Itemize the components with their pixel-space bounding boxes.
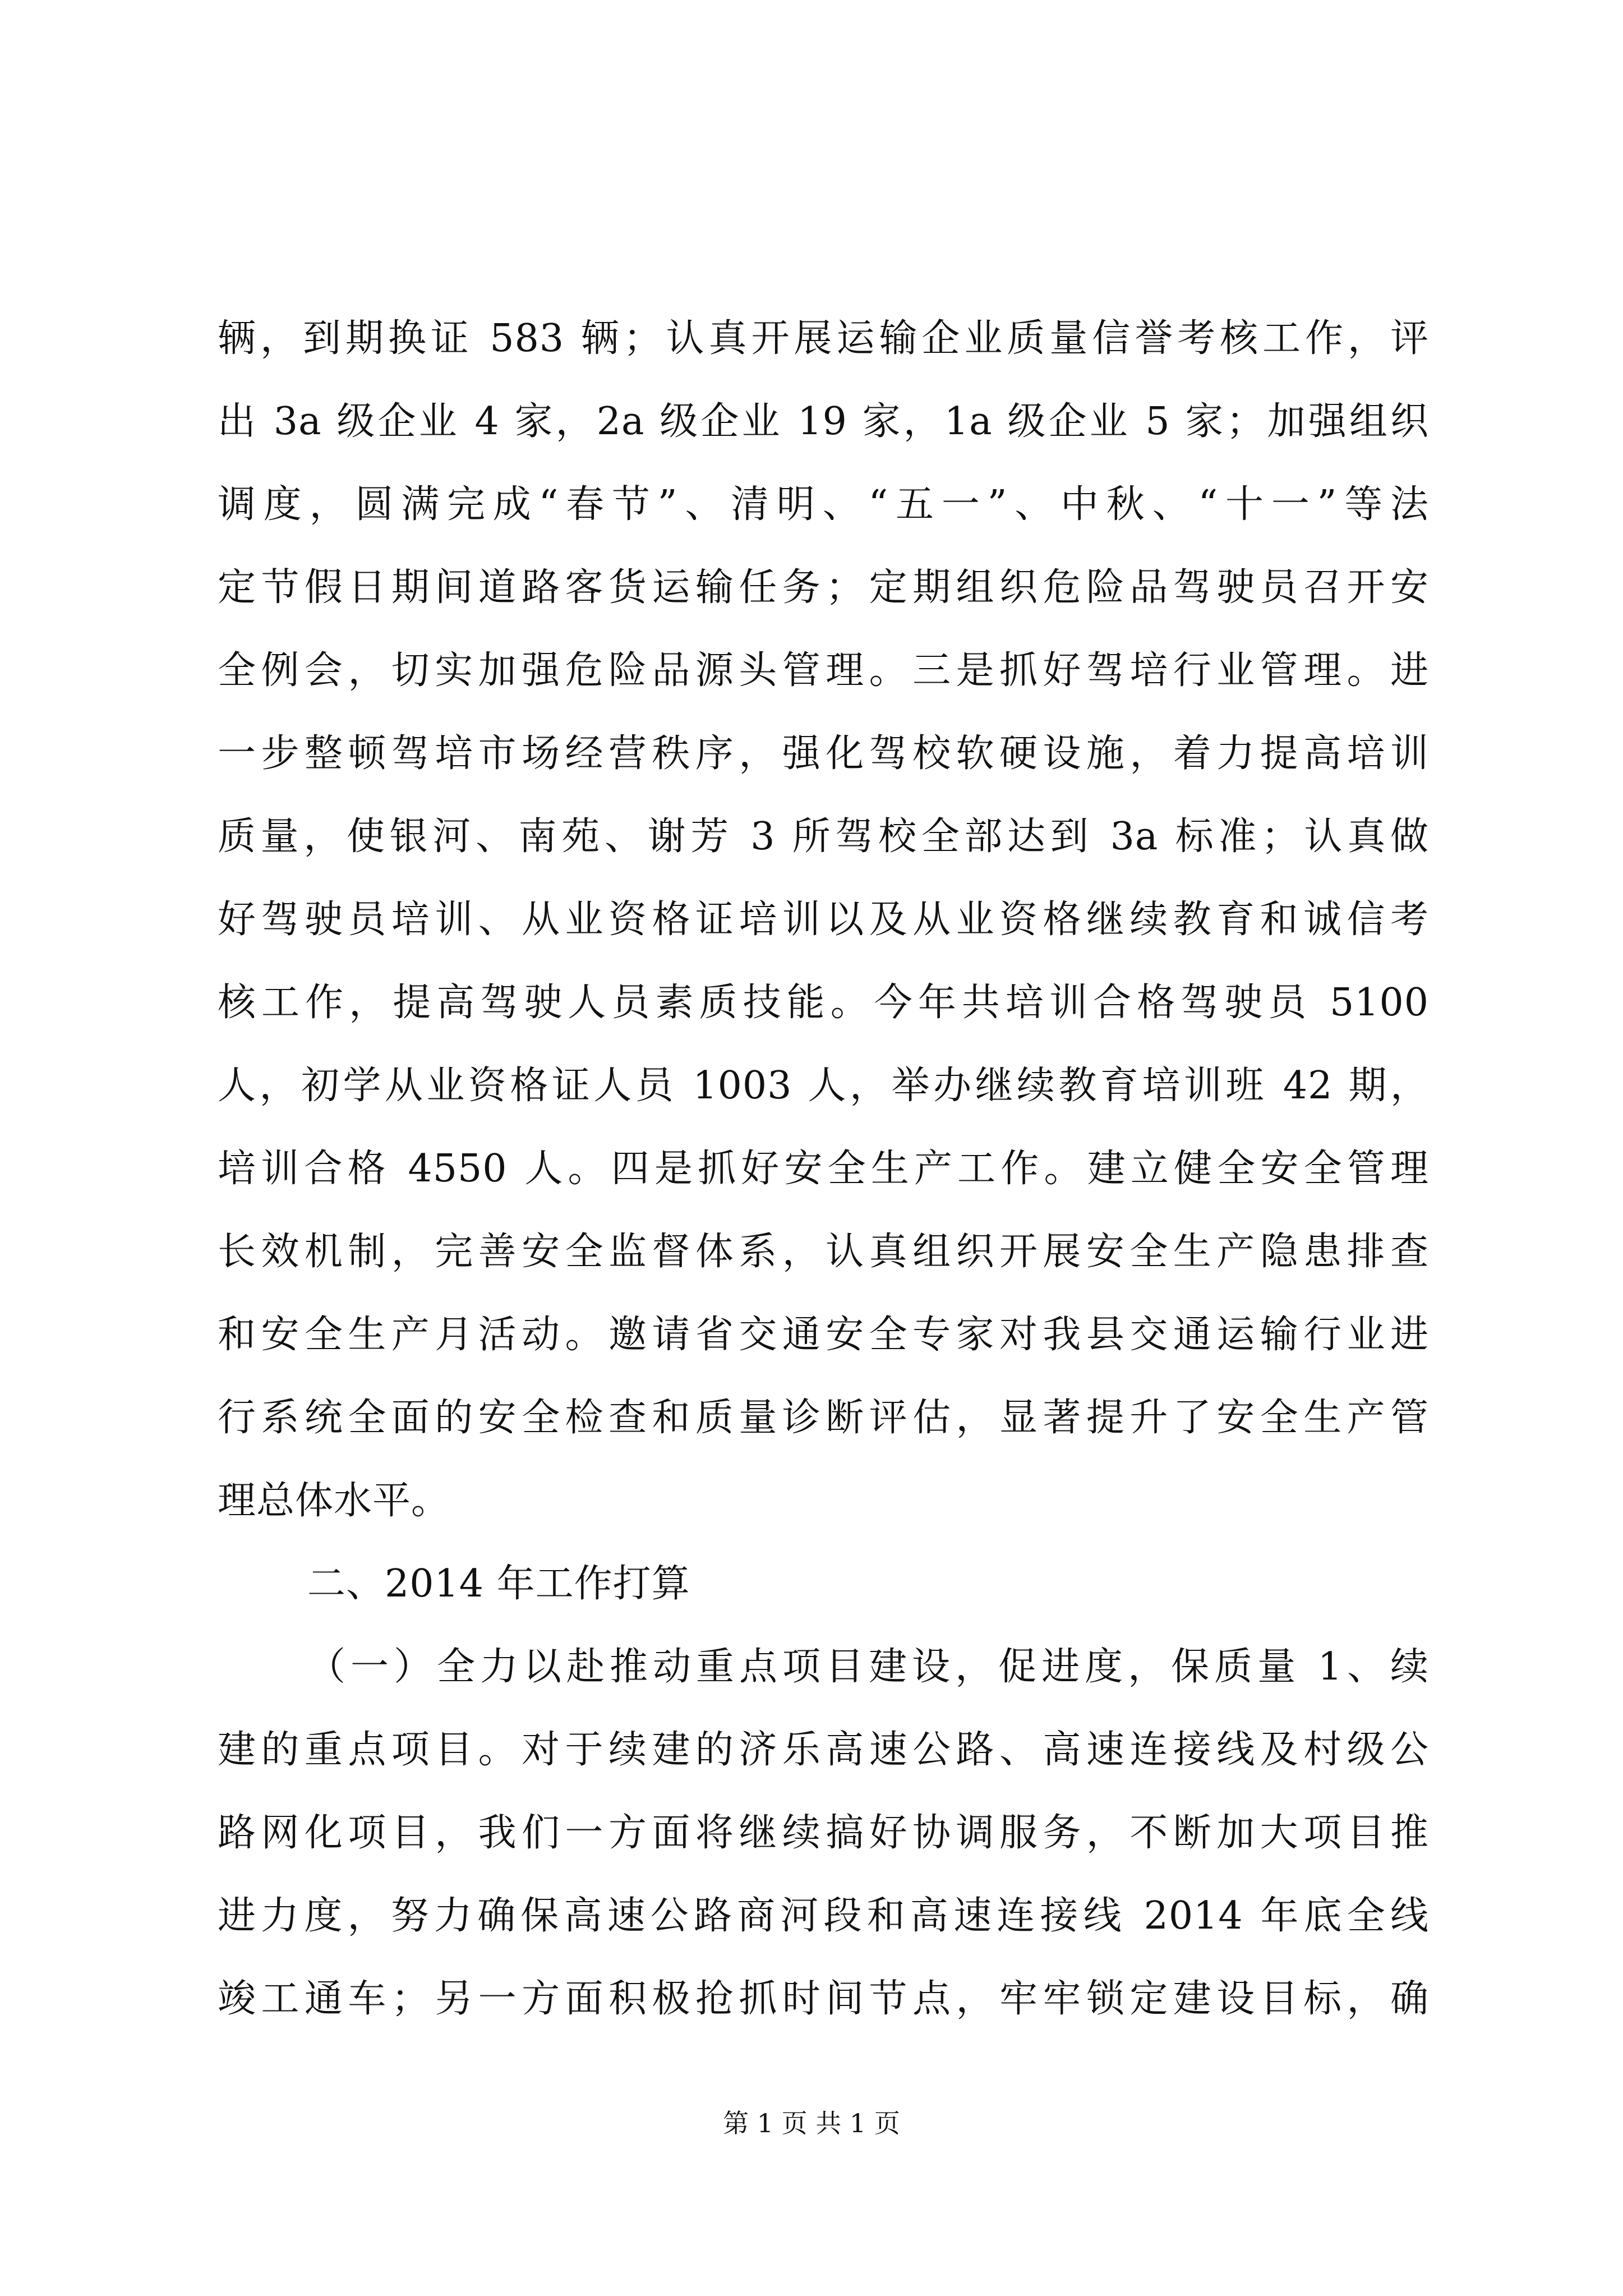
text-line: 质量，使银河、南苑、谢芳 3 所驾校全部达到 3a 标准；认真做 [218, 815, 1429, 859]
text-line: 好驾驶员培训、从业资格证培训以及从业资格继续教育和诚信考 [218, 898, 1429, 942]
text-line: （一）全力以赴推动重点项目建设，促进度，保质量 1、续 [307, 1645, 1429, 1689]
text-line: 和安全生产月活动。邀请省交通安全专家对我县交通运输行业进 [218, 1313, 1429, 1357]
text-line: 出 3a 级企业 4 家，2a 级企业 19 家，1a 级企业 5 家；加强组织 [218, 399, 1429, 444]
text-line: 路网化项目，我们一方面将继续搞好协调服务，不断加大项目推 [218, 1811, 1429, 1855]
text-line: 定节假日期间道路客货运输任务；定期组织危险品驾驶员召开安 [218, 565, 1429, 610]
document-body [218, 297, 1429, 2041]
text-line: 理总体水平。 [218, 1479, 450, 1523]
text-line: 长效机制，完善安全监督体系，认真组织开展安全生产隐患排查 [218, 1230, 1429, 1274]
text-line: 行系统全面的安全检查和质量诊断评估，显著提升了安全生产管 [218, 1396, 1429, 1440]
text-line: 建的重点项目。对于续建的济乐高速公路、高速连接线及村级公 [218, 1728, 1429, 1772]
text-line: 培训合格 4550 人。四是抓好安全生产工作。建立健全安全管理 [218, 1147, 1429, 1191]
text-line: 竣工通车；另一方面积极抢抓时间节点，牢牢锁定建设目标，确 [218, 1977, 1429, 2021]
text-line: 辆，到期换证 583 辆；认真开展运输企业质量信誉考核工作，评 [218, 316, 1429, 361]
page-footer: 第 1 页 共 1 页 [723, 2108, 900, 2138]
text-line: 进力度，努力确保高速公路商河段和高速连接线 2014 年底全线 [218, 1894, 1429, 1938]
text-line: 全例会，切实加强危险品源头管理。三是抓好驾培行业管理。进 [218, 648, 1429, 693]
text-line: 调度，圆满完成“春节”、清明、“五一”、中秋、“十一”等法 [218, 482, 1429, 527]
text-line: 核工作，提高驾驶人员素质技能。今年共培训合格驾驶员 5100 [218, 981, 1429, 1025]
text-line: 人，初学从业资格证人员 1003 人，举办继续教育培训班 42 期， [218, 1064, 1429, 1108]
text-line: 一步整顿驾培市场经营秩序，强化驾校软硬设施，着力提高培训 [218, 731, 1429, 776]
section-heading: 二、2014 年工作打算 [307, 1562, 690, 1606]
